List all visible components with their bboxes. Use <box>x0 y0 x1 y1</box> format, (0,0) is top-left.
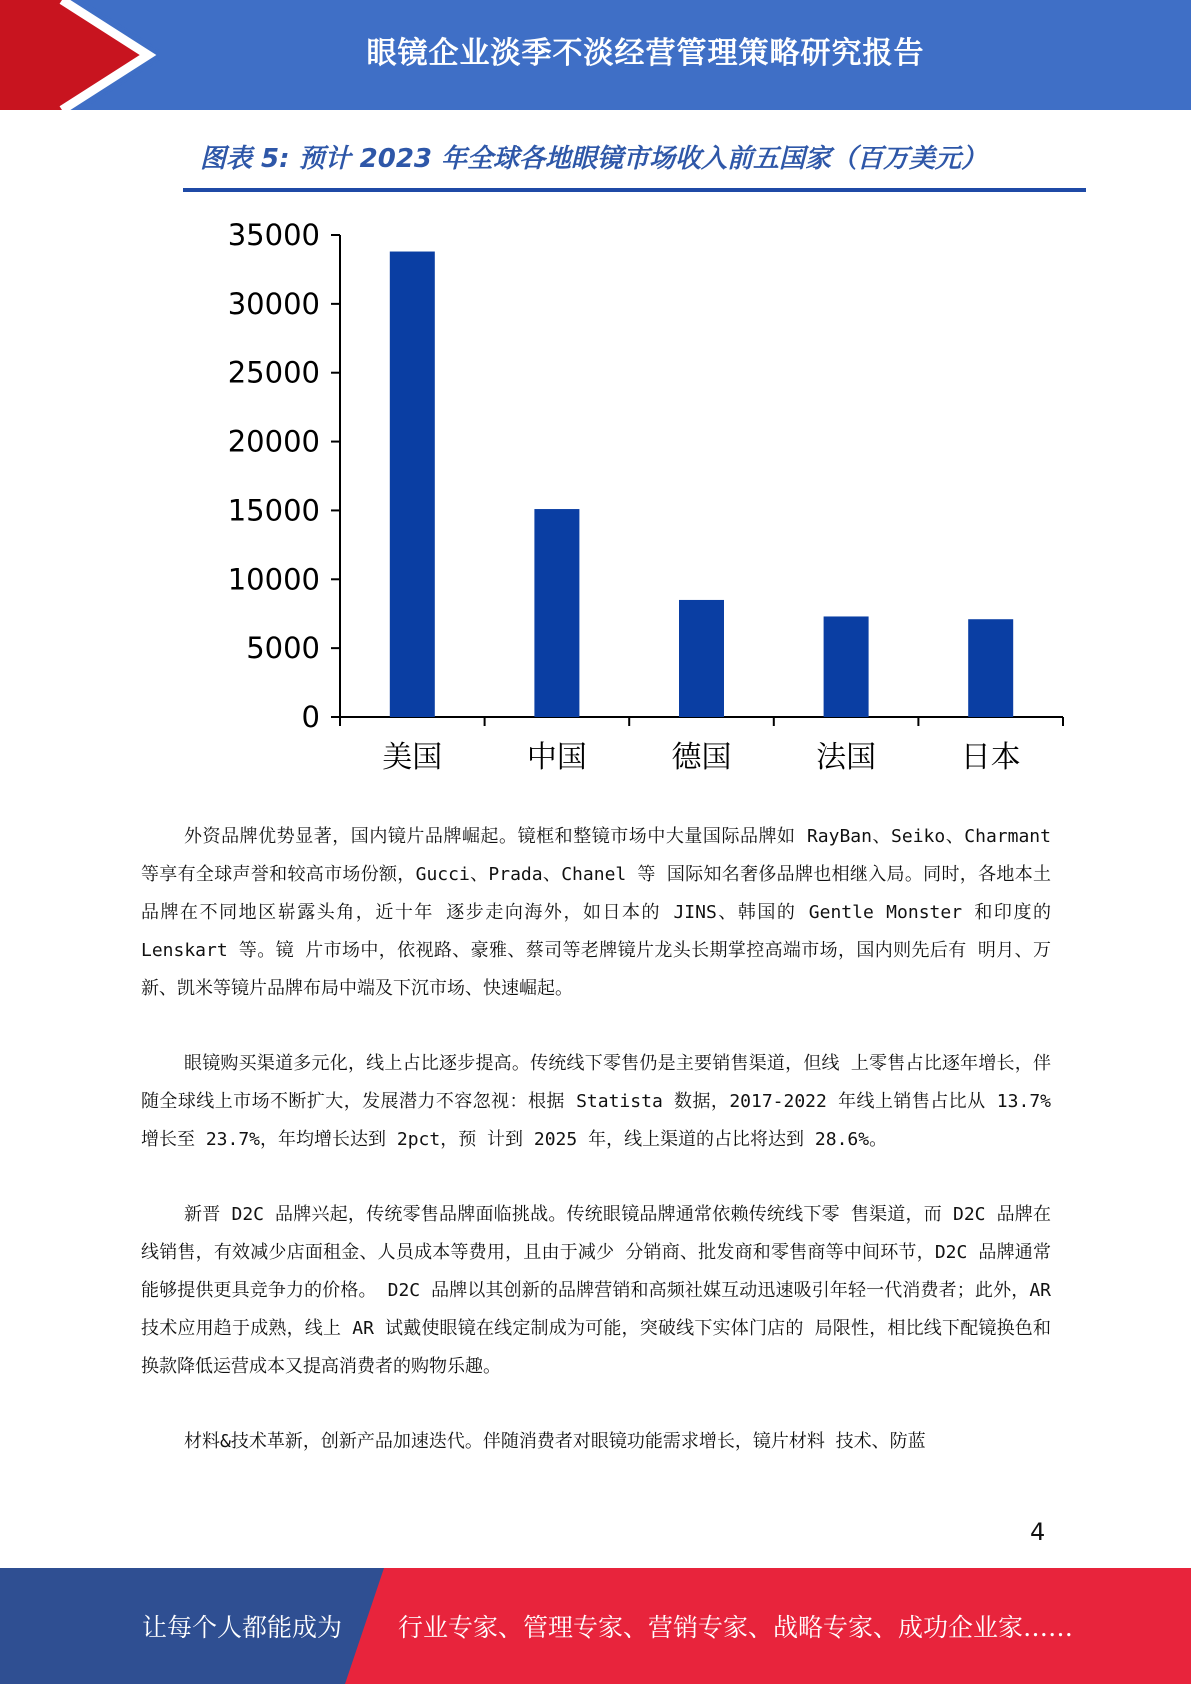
paragraph: 眼镜购买渠道多元化，线上占比逐步提高。传统线下零售仍是主要销售渠道，但线 上零售占比逐年增长，伴随全球线上市场不断扩大，发展潜力不容忽视：根据 Statista 数据，2017-2022 年线上销售占比从 13.7%增长至 23.7%，年均增长达到 2pct，预 计到 2025 年，线上渠道的占比将达到 28.6%。 <box>141 1053 1051 1150</box>
paragraph: 新晋 D2C 品牌兴起，传统零售品牌面临挑战。传统眼镜品牌通常依赖传统线下零 售渠道，而 D2C 品牌在线销售，有效减少店面租金、人员成本等费用，且由于减少 分销商、批发商和零售商等中间环节，D2C 品牌通常能够提供更具竞争力的价格。 D2C 品牌以其创新的品牌营销和高频社媒互动迅速吸引年轻一代消费者；此外，AR 技术应用趋于成熟，线上 AR 试戴使眼镜在线定制成为可能，突破线下实体门店的 局限性，相比线下配镜换色和换款降低运营成本又提高消费者的购物乐趣。 <box>141 1204 1051 1377</box>
y-tick-label: 30000 <box>227 286 320 321</box>
y-tick-label: 35000 <box>227 218 320 252</box>
paragraph: 材料&技术革新，创新产品加速迭代。伴随消费者对眼镜功能需求增长，镜片材料 技术、防蓝 <box>184 1431 926 1452</box>
footer-slogan-left: 让每个人都能成为 <box>142 1613 343 1642</box>
body-text <box>141 818 1051 1498</box>
bar <box>534 509 579 717</box>
bar-chart <box>180 200 1080 790</box>
document-title: 眼镜企业淡季不淡经营管理策略研究报告 <box>366 36 925 71</box>
y-tick-label: 15000 <box>227 493 320 528</box>
x-category-label: 法国 <box>816 740 877 775</box>
bar <box>679 600 724 717</box>
bar <box>390 252 435 717</box>
caption-divider <box>183 188 1086 192</box>
y-tick-label: 10000 <box>227 562 320 597</box>
y-tick-label: 0 <box>301 700 320 734</box>
y-tick-label: 5000 <box>246 631 320 666</box>
x-category-label: 美国 <box>382 740 443 775</box>
footer-slogan-right: 行业专家、管理专家、营销专家、战略专家、成功企业家…… <box>398 1613 1074 1642</box>
bar <box>824 616 869 717</box>
x-category-label: 德国 <box>671 740 732 775</box>
y-tick-label: 25000 <box>227 355 320 390</box>
paragraph: 外资品牌优势显著，国内镜片品牌崛起。镜框和整镜市场中大量国际品牌如 RayBan、Seiko、Charmant 等享有全球声誉和较高市场份额，Gucci、Prada、Chanel 等 国际知名奢侈品牌也相继入局。同时，各地本土品牌在不同地区崭露头角，近十年 逐步走向海外，如日本的 JINS、韩国的 Gentle Monster 和印度的 Lenskart 等。镜 片市场中，依视路、豪雅、蔡司等老牌镜片龙头长期掌控高端市场，国内则先后有 明月、万新、凯米等镜片品牌布局中端及下沉市场、快速崛起。 <box>141 826 1051 999</box>
x-category-label: 日本 <box>960 740 1021 775</box>
header-banner <box>0 0 1191 110</box>
figure-caption: 图表 5: 预计 2023 年全球各地眼镜市场收入前五国家（百万美元） <box>200 144 988 174</box>
y-tick-label: 20000 <box>227 424 320 459</box>
footer-banner <box>0 1568 1191 1684</box>
bar <box>968 619 1013 717</box>
chevron-decoration-icon <box>0 0 160 110</box>
x-category-label: 中国 <box>526 740 587 775</box>
page-number: 4 <box>1030 1518 1046 1546</box>
